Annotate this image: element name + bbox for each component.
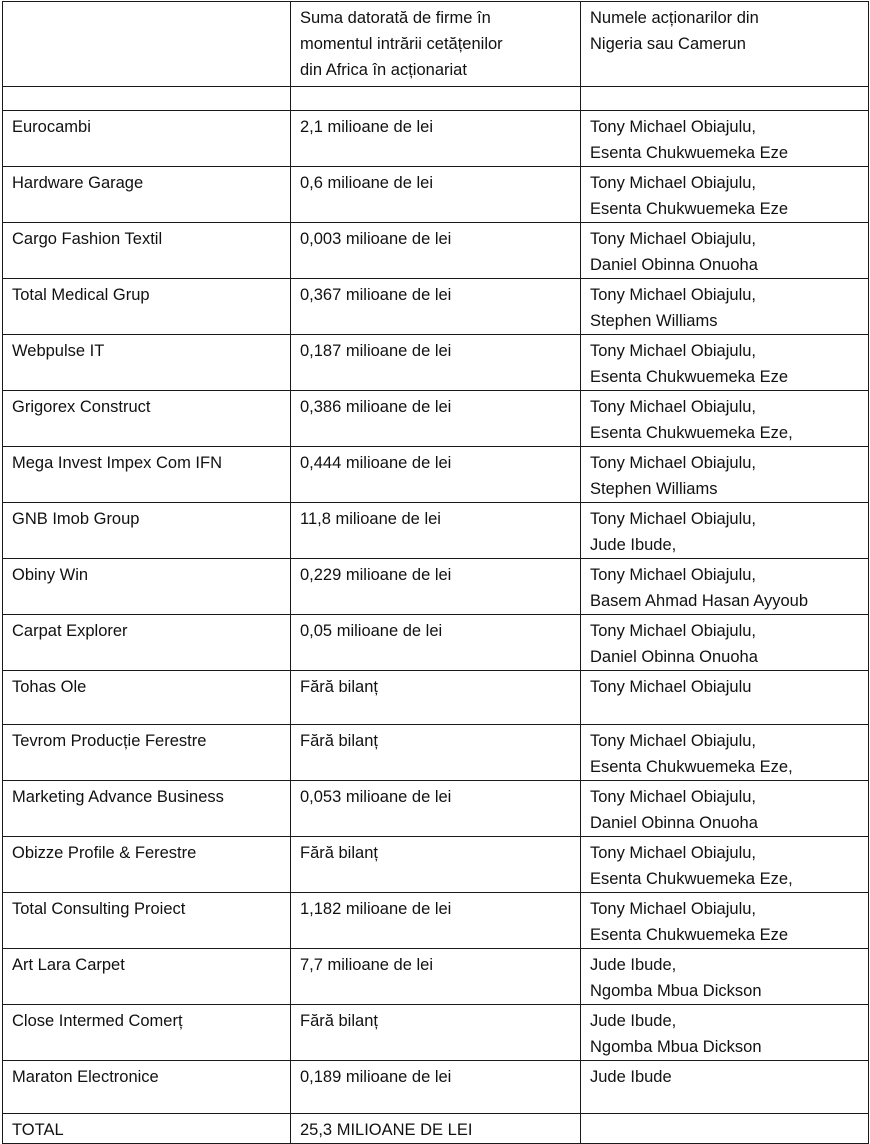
- table-row: [3, 279, 869, 335]
- amount-cell: Fără bilanț: [291, 1005, 581, 1061]
- company-cell: Cargo Fashion Textil: [3, 223, 291, 279]
- shareholder-name: Tony Michael Obiajulu,: [590, 342, 756, 360]
- shareholder-name: Tony Michael Obiajulu,: [590, 732, 756, 750]
- company-cell: GNB Imob Group: [3, 503, 291, 559]
- total-amount: 25,3 MILIOANE DE LEI: [291, 1114, 581, 1144]
- total-label: TOTAL: [3, 1114, 291, 1144]
- shareholder-name: Esenta Chukwuemeka Eze,: [590, 424, 793, 442]
- amount-cell: 0,189 milioane de lei: [291, 1061, 581, 1114]
- table-row: [3, 671, 869, 725]
- company-cell: Obizze Profile & Ferestre: [3, 837, 291, 893]
- amount-cell: 11,8 milioane de lei: [291, 503, 581, 559]
- table-row: [3, 391, 869, 447]
- amount-cell: 0,05 milioane de lei: [291, 615, 581, 671]
- shareholder-name: Tony Michael Obiajulu,: [590, 118, 756, 136]
- amount-cell: Fără bilanț: [291, 725, 581, 781]
- company-cell: Total Medical Grup: [3, 279, 291, 335]
- amount-cell: 0,367 milioane de lei: [291, 279, 581, 335]
- table-row: [3, 447, 869, 503]
- shareholder-name: Tony Michael Obiajulu,: [590, 900, 756, 918]
- table-row: [3, 725, 869, 781]
- table-row: [3, 111, 869, 167]
- table-row: [3, 1005, 869, 1061]
- shareholders-cell: [581, 447, 869, 503]
- shareholders-cell: [581, 1061, 869, 1114]
- table-row: [3, 503, 869, 559]
- amount-cell: 2,1 milioane de lei: [291, 111, 581, 167]
- shareholder-name: Tony Michael Obiajulu,: [590, 454, 756, 472]
- table-row: [3, 615, 869, 671]
- shareholder-name: Tony Michael Obiajulu,: [590, 510, 756, 528]
- shareholders-cell: [581, 1005, 869, 1061]
- shareholder-name: Ngomba Mbua Dickson: [590, 1038, 762, 1056]
- amount-cell: 0,187 milioane de lei: [291, 335, 581, 391]
- company-cell: Tohas Ole: [3, 671, 291, 725]
- shareholder-name: Tony Michael Obiajulu,: [590, 230, 756, 248]
- company-cell: Eurocambi: [3, 111, 291, 167]
- shareholders-cell: [581, 559, 869, 615]
- shareholder-name: Basem Ahmad Hasan Ayyoub: [590, 592, 808, 610]
- spacer-cell: [581, 87, 869, 111]
- shareholders-cell: [581, 837, 869, 893]
- shareholder-name: Esenta Chukwuemeka Eze: [590, 368, 789, 386]
- amount-cell: Fără bilanț: [291, 837, 581, 893]
- table-row: [3, 559, 869, 615]
- amount-cell: 0,444 milioane de lei: [291, 447, 581, 503]
- shareholders-cell: [581, 335, 869, 391]
- company-cell: Maraton Electronice: [3, 1061, 291, 1114]
- shareholders-cell: [581, 893, 869, 949]
- table-row: [3, 223, 869, 279]
- amount-cell: 1,182 milioane de lei: [291, 893, 581, 949]
- spacer-row: [3, 87, 869, 111]
- shareholder-name: Tony Michael Obiajulu,: [590, 286, 756, 304]
- amount-cell: 0,386 milioane de lei: [291, 391, 581, 447]
- shareholder-name: Esenta Chukwuemeka Eze: [590, 200, 789, 218]
- shareholders-cell: [581, 615, 869, 671]
- header-actionari-line: Numele acționarilor din: [590, 9, 759, 27]
- company-cell: Marketing Advance Business: [3, 781, 291, 837]
- shareholder-name: Stephen Williams: [590, 312, 718, 330]
- company-cell: Total Consulting Proiect: [3, 893, 291, 949]
- amount-cell: 0,053 milioane de lei: [291, 781, 581, 837]
- header-row: [3, 2, 869, 87]
- company-cell: Hardware Garage: [3, 167, 291, 223]
- shareholder-name: Daniel Obinna Onuoha: [590, 814, 758, 832]
- header-suma-line: momentul intrării cetățenilor: [300, 35, 503, 53]
- shareholders-table: [2, 1, 869, 1144]
- total-row: [3, 1114, 869, 1144]
- company-cell: Obiny Win: [3, 559, 291, 615]
- spacer-cell: [3, 87, 291, 111]
- shareholder-name: Ngomba Mbua Dickson: [590, 982, 762, 1000]
- shareholder-name: Esenta Chukwuemeka Eze,: [590, 870, 793, 888]
- company-cell: Close Intermed Comerț: [3, 1005, 291, 1061]
- table-row: [3, 167, 869, 223]
- shareholder-name: Esenta Chukwuemeka Eze: [590, 926, 789, 944]
- shareholder-name: Tony Michael Obiajulu,: [590, 398, 756, 416]
- shareholder-name: Tony Michael Obiajulu,: [590, 788, 756, 806]
- shareholder-name: Jude Ibude,: [590, 536, 677, 554]
- spacer-cell: [291, 87, 581, 111]
- amount-cell: 0,6 milioane de lei: [291, 167, 581, 223]
- shareholders-cell: [581, 949, 869, 1005]
- header-cell-suma: [291, 2, 581, 87]
- header-suma-line: Suma datorată de firme în: [300, 9, 491, 27]
- shareholder-name: Esenta Chukwuemeka Eze: [590, 144, 789, 162]
- shareholder-name: Jude Ibude,: [590, 956, 677, 974]
- company-cell: Carpat Explorer: [3, 615, 291, 671]
- shareholder-name: Jude Ibude,: [590, 1012, 677, 1030]
- amount-cell: Fără bilanț: [291, 671, 581, 725]
- shareholder-name: Esenta Chukwuemeka Eze,: [590, 758, 793, 776]
- shareholders-cell: [581, 725, 869, 781]
- shareholder-name: Daniel Obinna Onuoha: [590, 256, 758, 274]
- header-suma-line: din Africa în acționariat: [300, 61, 467, 79]
- shareholders-cell: [581, 503, 869, 559]
- shareholders-cell: [581, 167, 869, 223]
- company-cell: Art Lara Carpet: [3, 949, 291, 1005]
- shareholders-cell: [581, 781, 869, 837]
- shareholders-cell: [581, 279, 869, 335]
- amount-cell: 0,003 milioane de lei: [291, 223, 581, 279]
- shareholders-cell: [581, 391, 869, 447]
- table-row: [3, 837, 869, 893]
- shareholder-name: Tony Michael Obiajulu,: [590, 622, 756, 640]
- company-cell: Webpulse IT: [3, 335, 291, 391]
- amount-cell: 0,229 milioane de lei: [291, 559, 581, 615]
- shareholders-cell: [581, 223, 869, 279]
- shareholder-name: Tony Michael Obiajulu,: [590, 844, 756, 862]
- shareholder-name: Stephen Williams: [590, 480, 718, 498]
- shareholder-name: Jude Ibude: [590, 1068, 672, 1086]
- table-row: [3, 1061, 869, 1114]
- header-cell-firma: [3, 2, 291, 87]
- company-cell: Mega Invest Impex Com IFN: [3, 447, 291, 503]
- shareholders-cell: [581, 111, 869, 167]
- header-cell-actionari: [581, 2, 869, 87]
- shareholders-cell: [581, 671, 869, 725]
- shareholder-name: Tony Michael Obiajulu,: [590, 174, 756, 192]
- table-row: [3, 335, 869, 391]
- amount-cell: 7,7 milioane de lei: [291, 949, 581, 1005]
- company-cell: Tevrom Producție Ferestre: [3, 725, 291, 781]
- header-actionari-line: Nigeria sau Camerun: [590, 35, 746, 53]
- table-row: [3, 949, 869, 1005]
- shareholder-name: Tony Michael Obiajulu: [590, 678, 752, 696]
- table-row: [3, 781, 869, 837]
- company-cell: Grigorex Construct: [3, 391, 291, 447]
- shareholder-name: Tony Michael Obiajulu,: [590, 566, 756, 584]
- table-row: [3, 893, 869, 949]
- total-shareholders: [581, 1114, 869, 1144]
- shareholder-name: Daniel Obinna Onuoha: [590, 648, 758, 666]
